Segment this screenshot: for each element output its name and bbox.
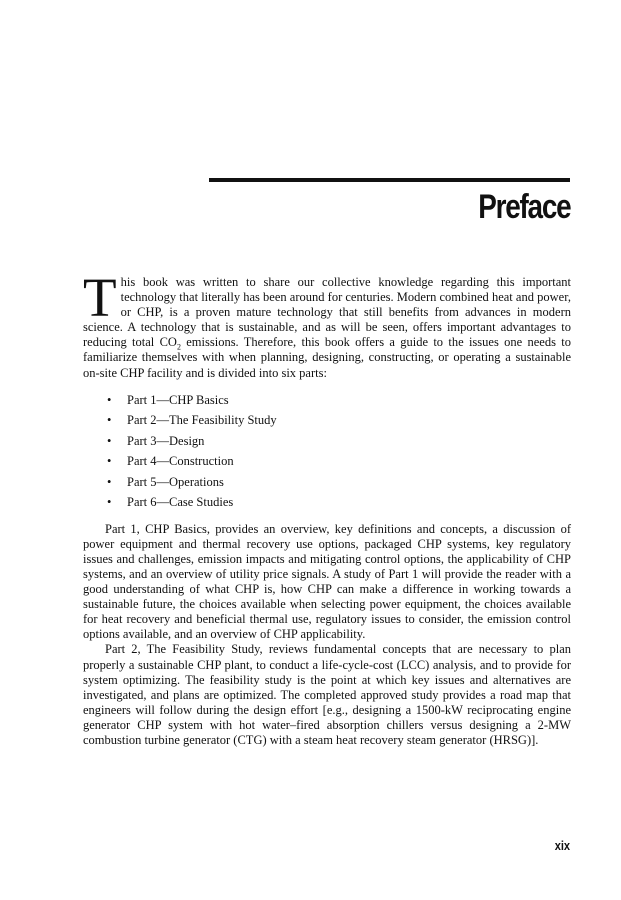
bullet-icon: • (107, 433, 112, 448)
co2-subscript: 2 (176, 342, 181, 352)
chapter-title: Preface (477, 188, 570, 226)
bullet-icon: • (107, 454, 112, 469)
part-label: Part 3—Design (127, 433, 205, 448)
bullet-icon: • (107, 474, 112, 489)
part-label: Part 4—Construction (127, 454, 234, 469)
intro-text-b: emissions. Therefore, this book offers a guide to the issues one needs to familiarize themselves with when planning, designing, constructing, or operating a sustainable on-site CHP facility and is divided into six parts: (83, 335, 571, 380)
chapter-rule (209, 178, 570, 182)
part-label: Part 5—Operations (127, 474, 224, 489)
intro-paragraph (83, 267, 571, 381)
intro-text-a: his book was written to share our collective knowledge regarding this important technology that literally has been around for centuries. Modern combined heat and power, or CHP, is a proven mature technology that still benefits from advances in modern science. A technology that is sustainable, and as will be seen, offers important advantages to reducing total CO (83, 275, 571, 350)
part1-paragraph: Part 1, CHP Basics, provides an overview, key definitions and concepts, a discussion of power equipment and thermal recovery use options, packaged CHP systems, key regulatory issues and challenges, emission impacts and mitigating control options, the applicability of CHP systems, and an overview of utility price signals. A study of Part 1 will provide the reader with a good understanding of what CHP is, how CHP can make a difference in working towards a sustainable future, the choices available when selecting power equipment, the choices available for heat recovery and beneficial thermal use, regulatory issues to consider, the emission control options available, and an overview of CHP applicability. (83, 521, 571, 642)
part-label: Part 1—CHP Basics (127, 392, 229, 407)
bullet-icon: • (107, 495, 112, 510)
list-item (107, 431, 571, 452)
list-item (107, 492, 571, 513)
bullet-icon: • (107, 392, 112, 407)
part2-paragraph: Part 2, The Feasibility Study, reviews fundamental concepts that are necessary to plan properly a sustainable CHP plant, to conduct a life-cycle-cost (LCC) analysis, and to provide for system optimizing. The feasibility study is the point at which key issues and alternatives are investigated, and plans are optimized. The completed approved study provides a road map that engineers will follow during the design effort [e.g., designing a 1500-kW reciprocating engine generator CHP system with hot water–fired absorption chillers versus designing a 2-MW combustion turbine generator (CTG) with a steam heat recovery steam generator (HRSG)]. (83, 642, 571, 747)
page-number: xix (554, 838, 570, 853)
parts-list (83, 390, 571, 513)
bullet-icon: • (107, 413, 112, 428)
part-label: Part 2—The Feasibility Study (127, 413, 277, 428)
preface-body (83, 267, 571, 748)
list-item (107, 451, 571, 472)
list-item (107, 472, 571, 493)
list-item (107, 390, 571, 411)
list-item (107, 410, 571, 431)
drop-cap: T (83, 267, 117, 328)
part-label: Part 6—Case Studies (127, 495, 234, 510)
